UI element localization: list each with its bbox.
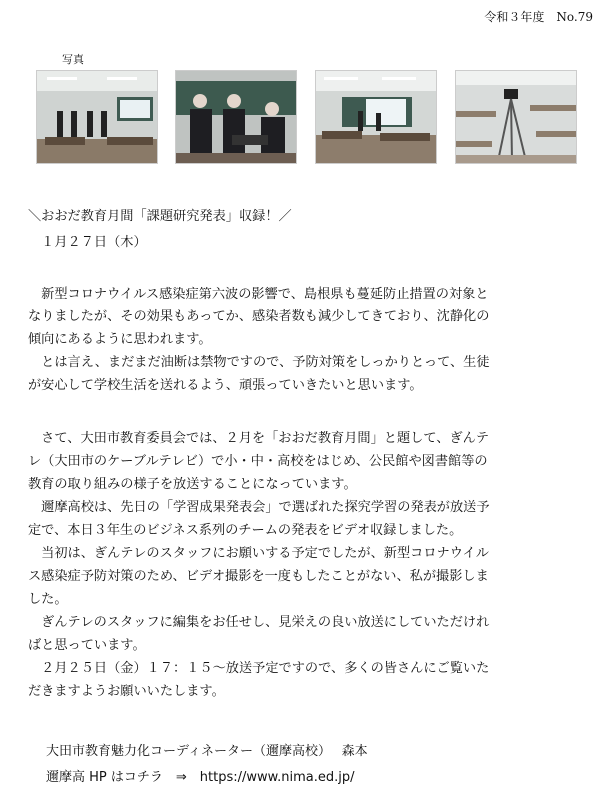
homepage-link-row bbox=[46, 766, 354, 785]
issue-number: 令和３年度 No.79 bbox=[484, 10, 593, 24]
classroom-screen-image bbox=[315, 70, 437, 164]
paragraph-line: レ（大田市のケーブルテレビ）で小・中・高校をはじめ、公民館や図書館等の bbox=[28, 454, 488, 469]
paragraph-line: さて、大田市教育委員会では、２月を「おおだ教育月間」と題して、ぎんテ bbox=[28, 431, 490, 446]
photo-label: 写真 bbox=[62, 53, 84, 66]
paragraph-line: ス感染症予防対策のため、ビデオ撮影を一度もしたことがない、私が撮影しま bbox=[28, 569, 489, 584]
paragraph-line: 新型コロナウイルス感染症第六波の影響で、島根県も蔓延防止措置の対象と bbox=[28, 287, 489, 302]
students-presenting-image bbox=[175, 70, 297, 164]
paragraph-line: 定で、本日３年生のビジネス系列のチームの発表をビデオ収録しました。 bbox=[28, 523, 463, 538]
paragraph-line: した。 bbox=[28, 592, 68, 607]
classroom-presentation-image bbox=[36, 70, 158, 164]
paragraph-line: ２月２５日（金）１７：１５〜放送予定ですので、多くの皆さんにご覧いた bbox=[28, 661, 490, 676]
paragraph-line: 当初は、ぎんテレのスタッフにお願いする予定でしたが、新型コロナウイル bbox=[28, 546, 489, 561]
paragraph-line: とは言え、まだまだ油断は禁物ですので、予防対策をしっかりとって、生徒 bbox=[28, 355, 490, 370]
article-date: １月２７日（木） bbox=[28, 235, 147, 250]
paragraph-line: だきますようお願いいたします。 bbox=[28, 684, 225, 699]
homepage-link[interactable]: https://www.nima.ed.jp/ bbox=[199, 770, 355, 785]
camera-tripod-image bbox=[455, 70, 577, 164]
author-signature: 大田市教育魅力化コーディネーター（邇摩高校） 森本 bbox=[46, 744, 368, 759]
paragraph-line: ぎんテレのスタッフに編集をお任せし、見栄えの良い放送にしていただけれ bbox=[28, 615, 490, 630]
paragraph-line: 教育の取り組みの様子を放送することになっています。 bbox=[28, 477, 357, 492]
paragraph-line: が安心して学校生活を送れるよう、頑張っていきたいと思います。 bbox=[28, 378, 423, 393]
paragraph-line: 傾向にあるように思われます。 bbox=[28, 332, 212, 347]
article-title: ＼おおだ教育月間「課題研究発表」収録！／ bbox=[28, 209, 292, 224]
paragraph-line: 邇摩高校は、先日の「学習成果発表会」で選ばれた探究学習の発表が放送予 bbox=[28, 500, 490, 515]
paragraph-line: ばと思っています。 bbox=[28, 638, 146, 653]
homepage-link-prefix: 邇摩高 HP はコチラ ⇒ bbox=[46, 770, 200, 785]
paragraph-line: なりましたが、その効果もあってか、感染者数も減少してきており、沈静化の bbox=[28, 309, 490, 324]
